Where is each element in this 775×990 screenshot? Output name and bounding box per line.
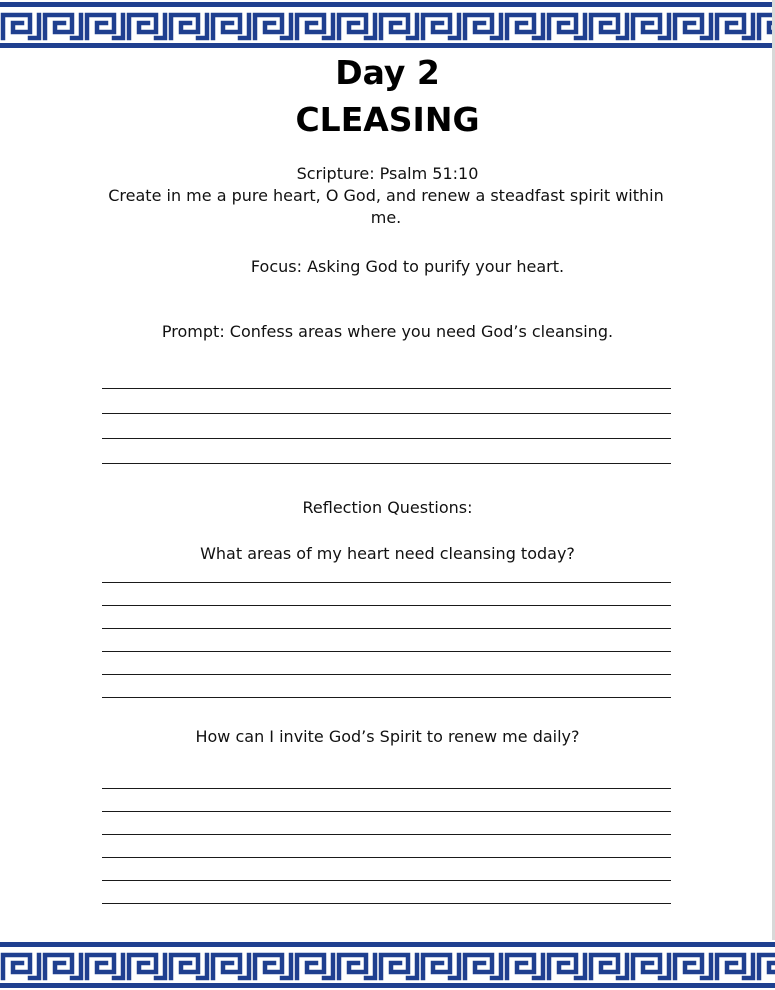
- question-1-writing-line[interactable]: [102, 651, 671, 652]
- greek-key-border-bottom: [0, 940, 775, 990]
- question-2-writing-line[interactable]: [102, 834, 671, 835]
- question-2-writing-line[interactable]: [102, 788, 671, 789]
- scripture-text: Create in me a pure heart, O God, and renew a steadfast spirit within me.: [108, 186, 664, 227]
- prompt-text: Prompt: Confess areas where you need God’s cleansing.: [161, 322, 614, 341]
- question-1-writing-line[interactable]: [102, 582, 671, 583]
- question-1-writing-line[interactable]: [102, 697, 671, 698]
- prompt-writing-line[interactable]: [102, 413, 671, 414]
- question-1-writing-line[interactable]: [102, 605, 671, 606]
- question-2-writing-line[interactable]: [102, 811, 671, 812]
- scripture-reference: Scripture: Psalm 51:10: [296, 164, 479, 183]
- question-2-writing-line[interactable]: [102, 903, 671, 904]
- day-title: Day 2: [335, 53, 440, 92]
- greek-key-pattern-icon: [0, 0, 775, 50]
- prompt-writing-line[interactable]: [102, 438, 671, 439]
- question-2-writing-line[interactable]: [102, 880, 671, 881]
- greek-key-border-top: [0, 0, 775, 50]
- reflection-question-1: What areas of my heart need cleansing today?: [200, 544, 575, 563]
- question-2-writing-line[interactable]: [102, 857, 671, 858]
- greek-key-pattern-icon: [0, 940, 775, 990]
- focus-text: Focus: Asking God to purify your heart.: [250, 257, 565, 276]
- reflection-question-2: How can I invite God’s Spirit to renew me daily?: [195, 727, 580, 746]
- theme-title: CLEASING: [295, 100, 480, 139]
- prompt-writing-line[interactable]: [102, 463, 671, 464]
- prompt-writing-line[interactable]: [102, 388, 671, 389]
- question-1-writing-line[interactable]: [102, 674, 671, 675]
- reflection-heading: Reflection Questions:: [302, 498, 473, 517]
- question-1-writing-line[interactable]: [102, 628, 671, 629]
